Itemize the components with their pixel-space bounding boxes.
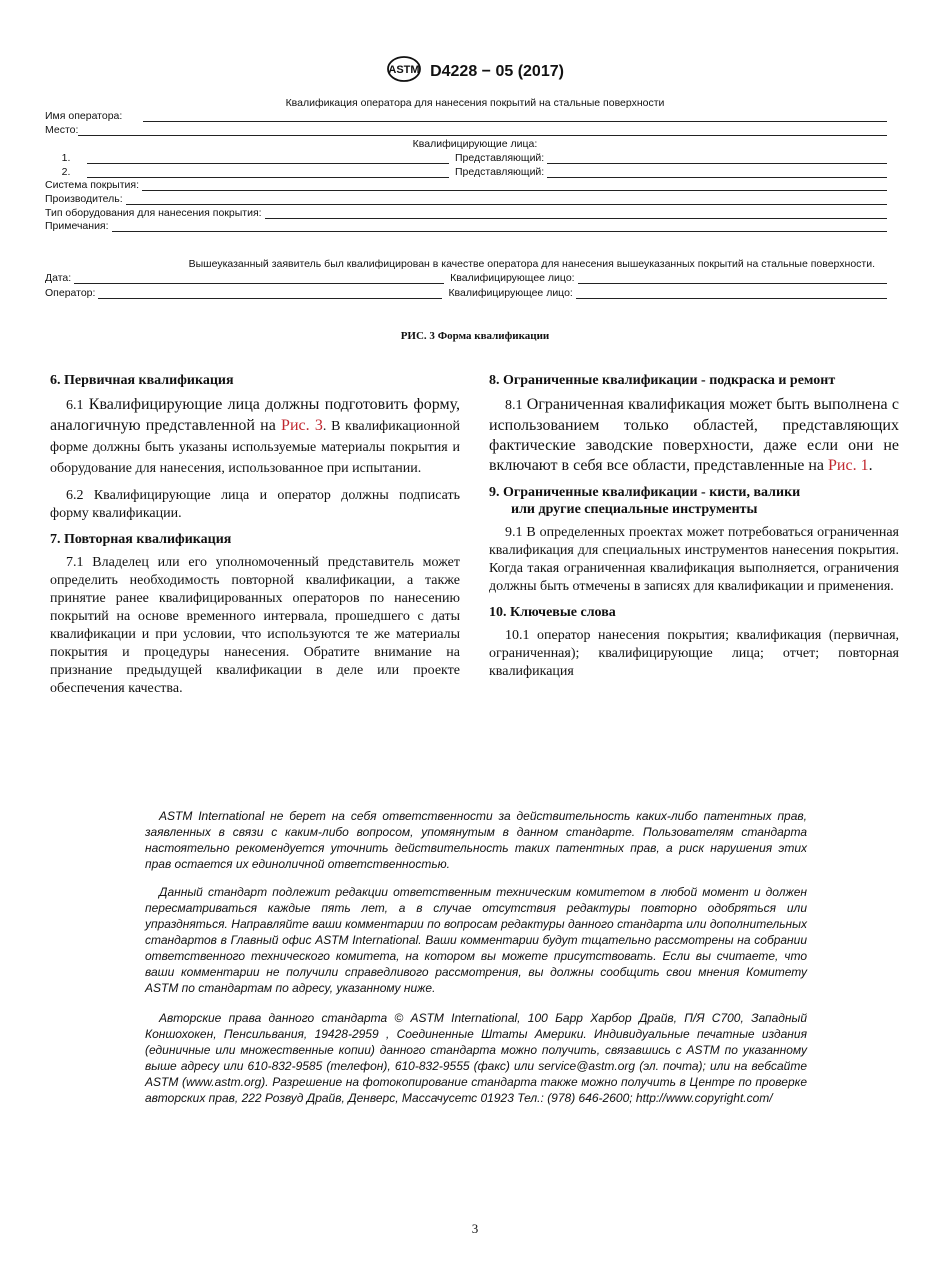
- figure-3-link[interactable]: Рис. 3: [281, 417, 323, 434]
- qualifier-number-2: 2.: [61, 166, 71, 178]
- coating-system-label: Система покрытия:: [45, 179, 139, 191]
- date-line[interactable]: [74, 273, 444, 284]
- figure-label: РИС. 3: [400, 330, 435, 342]
- place-line[interactable]: [78, 125, 887, 136]
- qualifier-label-2: Квалифицирующее лицо:: [448, 287, 573, 299]
- paragraph-6-1-text-a: Квалифицирующие лица должны подготовить форму, аналогичную представленной на: [50, 396, 461, 434]
- operator-row: [45, 285, 887, 299]
- form-title: Квалификация оператора для нанесения покрытий на стальные поверхности: [285, 97, 665, 109]
- paragraph-6-2-number: 6.2: [66, 488, 84, 503]
- notes-line[interactable]: [112, 221, 887, 232]
- patent-notice: [145, 808, 807, 872]
- paragraph-7-1-text: Владелец или его уполномоченный представитель может определить необходимость повторной квалификации, а также принятие ранее квалифицированных операторов по нанесению покрытий на основе временного интервала, прошедшего с даты квалификации и при условии, что используются те же материалы покрытия и процедуры нанесения. Обратите внимание на признание предыдущей квалификации в деле или проекте обеспечения качества.: [50, 555, 460, 696]
- section-8-heading: 8. Ограниченные квалификации - подкраска и ремонт: [489, 373, 836, 388]
- notes-label: Примечания:: [45, 220, 109, 232]
- figure-text: Форма квалификации: [437, 330, 550, 342]
- qualifier-row-1: [45, 150, 887, 164]
- place-label: Место:: [45, 124, 79, 136]
- section-10-heading: 10. Ключевые слова: [489, 605, 616, 620]
- section-6-heading: 6. Первичная квалификация: [50, 373, 234, 388]
- paragraph-9-1: [489, 524, 899, 596]
- section-9-heading: 9. Ограниченные квалификации - кисти, валики: [489, 485, 801, 500]
- date-label: Дата:: [45, 272, 72, 284]
- operator-name-line[interactable]: [143, 111, 887, 122]
- qualifiers-label: Квалифицирующие лица:: [412, 138, 538, 150]
- operator-name-label: Имя оператора:: [45, 110, 123, 122]
- paragraph-6-2-text: Квалифицирующие лица и оператор должны подписать форму квалификации.: [50, 488, 460, 521]
- place-row: [45, 122, 887, 136]
- equipment-row: [45, 205, 887, 219]
- representing-1-line[interactable]: [547, 153, 887, 164]
- revision-notice-text: Данный стандарт подлежит редакции ответственным техническим комитетом в любой момент и должен пересматриваться каждые пять лет, а в случае отсутствия редактуры повторно одобряться или упраздняться. Направляйте ваши комментарии по вопросам редактуры данного стандарта или дополнительных стандартов в Главный офис ASTM International. Ваши комментарии будут тщательно рассмотрены на собрании ответственного технического комитета, на котором вы можете присутствовать. Если вы считаете, что ваши комментарии не получили справедливого рассмотрения, вы должны сообщить свои мнения Комитету ASTM по стандартам по адресу, указанному ниже.: [145, 885, 807, 995]
- qualifier-label-1: Квалифицирующее лицо:: [450, 272, 575, 284]
- figure-caption: [0, 330, 950, 342]
- document-header: [0, 56, 950, 87]
- copyright-notice-text: Авторские права данного стандарта © ASTM International, 100 Барр Харбор Драйв, П/Я C700, Западный Коншохокен, Пенсильвания, 19428-2959 , Соединенные Штаты Америки. Индивидуальные печатные издания (единичные или множественные копии) данного стандарта можно получить, связавшись с ASTM по указанному выше адресу или 610-832-9585 (телефон), 610-832-9555 (факс) или service@astm.org (эл. почта); или на вебсайте ASTM (www.astm.org). Разрешение на фотокопирование стандарта также можно получить в Центре по проверке авторских прав, 222 Розвуд Драйв, Денверс, Массачусетс 01923 Тел.: (978) 646-2600; http://www.copyright.com/: [145, 1011, 807, 1105]
- paragraph-7-1: [50, 554, 460, 698]
- representing-label-1: Представляющий:: [455, 152, 545, 164]
- paragraph-7-1-number: 7.1: [66, 555, 84, 570]
- paragraph-8-1-number: 8.1: [505, 398, 523, 413]
- manufacturer-row: [45, 191, 887, 205]
- right-column: [489, 372, 899, 689]
- date-row: [45, 270, 887, 284]
- paragraph-8-1: [489, 395, 899, 476]
- patent-notice-text: ASTM International не берет на себя ответственности за действительность каких-либо патентных прав, заявленных в связи с каким-либо вопросом, упомянутым в данном стандарте. Пользователям стандарта настоятельно рекомендуется уточнить действительность таких патентных прав, а риск нарушения этих прав остается их единоличной ответственностью.: [145, 809, 807, 871]
- manufacturer-line[interactable]: [126, 194, 887, 205]
- revision-notice: [145, 884, 807, 996]
- paragraph-6-1: [50, 395, 460, 479]
- representing-label-2: Представляющий:: [455, 166, 545, 178]
- coating-system-row: [45, 177, 887, 191]
- coating-system-line[interactable]: [142, 180, 887, 191]
- paragraph-10-1-text: оператор нанесения покрытия; квалификация (первичная, ограниченная); квалифицирующие лица; отчет; повторная квалификация: [489, 628, 900, 679]
- left-column: [50, 372, 460, 706]
- operator-label: Оператор:: [45, 287, 96, 299]
- qualifier-number-1: 1.: [61, 152, 71, 164]
- paragraph-10-1: [489, 627, 899, 681]
- page-number: 3: [471, 1221, 479, 1236]
- paragraph-8-1-text-b: .: [868, 457, 873, 474]
- operator-name-row: [45, 108, 887, 122]
- section-9-heading-line-2: или другие специальные инструменты: [511, 502, 758, 517]
- paragraph-10-1-number: 10.1: [505, 628, 530, 643]
- paragraph-6-1-number: 6.1: [66, 398, 84, 413]
- qualifier-row-2: [45, 164, 887, 178]
- manufacturer-label: Производитель:: [45, 193, 123, 205]
- paragraph-6-2: [50, 487, 460, 523]
- qualifier-sign-1-line[interactable]: [578, 273, 887, 284]
- qualification-statement: Вышеуказанный заявитель был квалифицирован в качестве оператора для нанесения вышеуказанных покрытий на стальные поверхности.: [188, 258, 875, 270]
- equipment-label: Тип оборудования для нанесения покрытия:: [45, 207, 262, 219]
- designation: D4228 − 05 (2017): [430, 62, 564, 80]
- qualifier-sign-2-line[interactable]: [576, 288, 887, 299]
- paragraph-8-1-text-a: Ограниченная квалификация может быть выполнена с использованием только областей, представляющих фактические заводские поверхности, даже если они не включают в себя все области, представленные на: [489, 396, 899, 474]
- paragraph-9-1-number: 9.1: [505, 525, 523, 540]
- svg-text:ASTM: ASTM: [388, 64, 420, 76]
- copyright-notice: [145, 1010, 807, 1106]
- paragraph-6-1-text-b: . В квалификационной форме должны быть указаны используемые материалы покрытия и оборудование для нанесения, использованное при испытании.: [50, 419, 461, 476]
- paragraph-9-1-text: В определенных проектах может потребоваться ограниченная квалификация для специальных инструментов нанесения покрытия. Когда такая ограниченная квалификация выполняется, ограничения должны быть отмечены в записях для квалификации и применения.: [489, 525, 900, 594]
- astm-logo-icon: [386, 56, 422, 87]
- section-7-heading: 7. Повторная квалификация: [50, 532, 232, 547]
- operator-line[interactable]: [98, 288, 442, 299]
- figure-1-link[interactable]: Рис. 1: [828, 457, 869, 474]
- qualifier-1-line[interactable]: [87, 153, 449, 164]
- notes-row: [45, 218, 887, 232]
